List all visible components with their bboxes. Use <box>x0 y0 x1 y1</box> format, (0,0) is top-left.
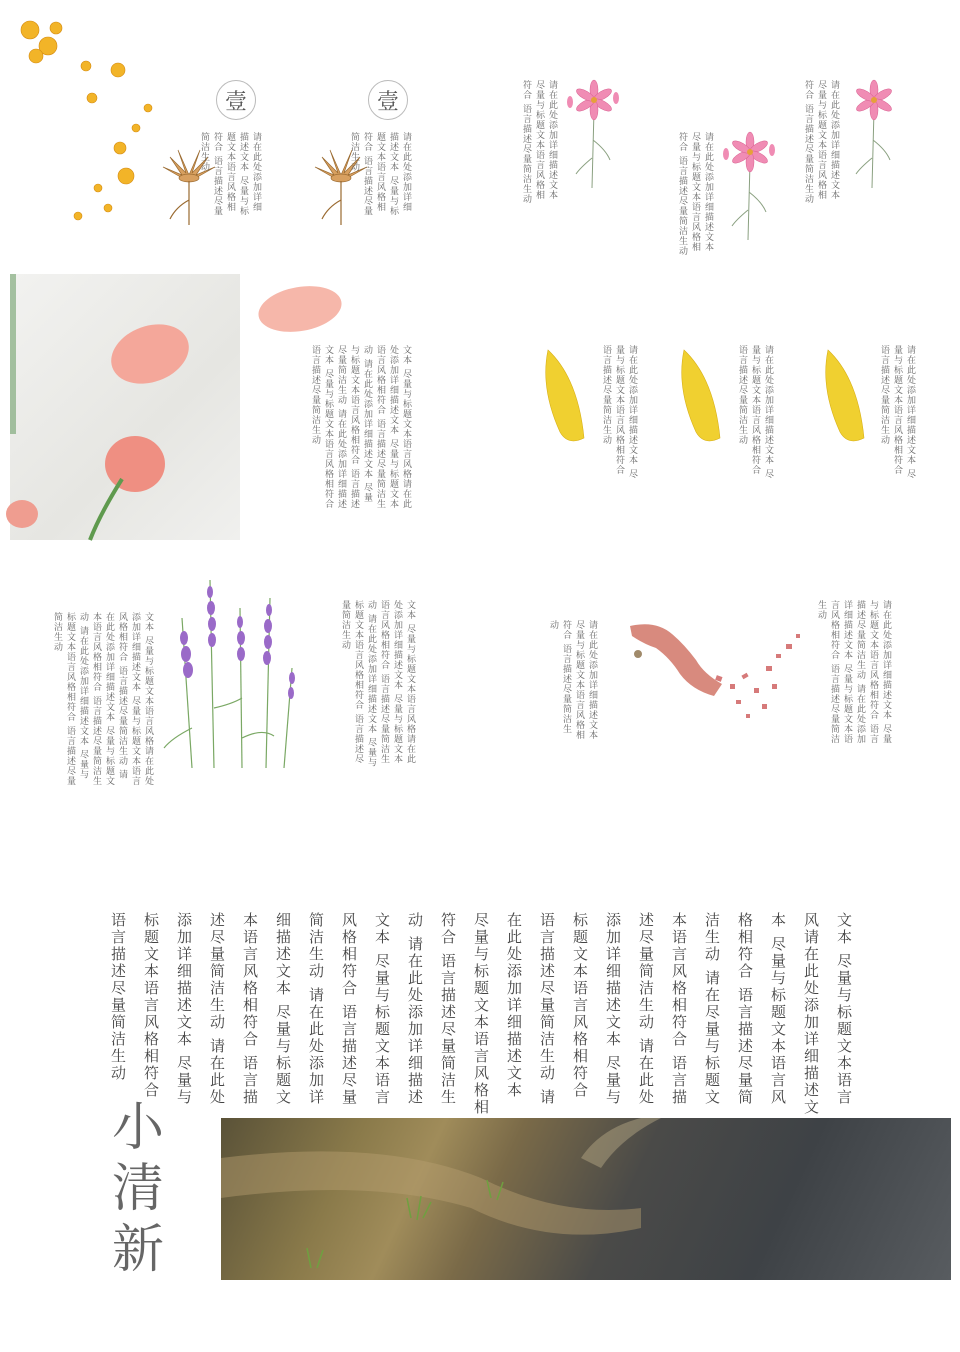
cover-body-text: 文本 尽量与标题文本语言风请在此处添加详细描述文本 尽量与标题文本语言风格相符合 语言描述尽量简洁生动 请在尽量与标题文本语言风格相符合 语言描述尽量简洁生动 请在此处添加详细描述文本 尽量与标题文本语言风格相符合 语言描述尽量简洁生动 请在此处添加详细描述文本 尽量与标题文本语言风格相符合 语言描述尽量简洁生动 请在此处添加详细描述文本 尽量与标题文本语言风格相符合 语言描述尽量简洁生动 请在此处添加详细描述文本 尽量与标题文本语言风格相符合 语言描述尽量简洁生动 请在此处添加详细描述文本 尽量与标题文本语言风格相符合 语言描述尽量简洁生动 <box>109 912 853 1116</box>
yellow-petal-icon <box>538 348 588 448</box>
cover-photo <box>221 1118 951 1280</box>
grass-icon <box>221 1118 951 1280</box>
section-seal: 壹 <box>368 80 408 120</box>
description-text: 文本 尽量与标题文本语言风格请在此处添加详细描述文本 尽量与标题文本语言风格相符合 语言描述尽量简洁生动 请在此处添加详细描述文本 尽量与标题文本语言风格相符合 语言描述尽量简洁生动 请在此处添加详细描述文本 尽量与标题文本语言风格相符合 语言描述尽量简洁生动 <box>310 345 411 509</box>
description-text: 请在此处添加详细描述文本 尽量与标题文本语言风格相符合 语言描述尽量简洁生动 <box>737 345 773 479</box>
description-text: 请在此处添加详细描述文本 尽量与标题文本语言风格相符合 语言描述尽量简洁生动 <box>199 132 261 216</box>
hand-petals-icon <box>626 614 816 744</box>
yellow-petal-icon <box>818 348 868 448</box>
yellow-petal-icon <box>674 348 724 448</box>
description-text: 请在此处添加详细描述文本 尽量与标题文本语言风格相符合 语言描述尽量简洁生动 <box>349 132 411 216</box>
description-text: 请在此处添加详细描述文本 尽量与标题文本语言风格相符合 语言描述尽量简洁生动 <box>803 80 839 204</box>
pink-cosmos-icon <box>718 132 780 242</box>
description-text: 请在此处添加详细描述文本 尽量与标题文本语言风格相符合 语言描述尽量简洁生动 <box>548 620 597 740</box>
description-text: 请在此处添加详细描述文本 尽量与标题文本语言风格相符合 语言描述尽量简洁生动 <box>521 80 557 204</box>
description-text: 文本 尽量与标题文本语言风格请在此处添加详细描述文本 尽量与标题文本语言风格相符合 语言描述尽量简洁生动 请在此处添加详细描述文本 尽量与标题文本语言风格相符合 语言描述尽量简洁生动 <box>340 600 415 768</box>
description-text: 请在此处添加详细描述文本 尽量与标题文本语言风格相符合 语言描述尽量简洁生动 <box>601 345 637 479</box>
cover-title: 小清新 <box>111 1098 164 1280</box>
description-text: 请在此处添加详细描述文本 尽量与标题文本语言风格相符合 语言描述尽量简洁生动 <box>677 132 713 256</box>
description-text: 请在此处添加详细描述文本 尽量与标题文本语言风格相符合 语言描述尽量简洁生动 请在此处添加详细描述文本 尽量与标题文本语言风格相符合 语言描述尽量简洁生动 <box>816 600 891 744</box>
section-seal: 壹 <box>216 80 256 120</box>
lavender-icon <box>162 578 312 778</box>
pink-cosmos-icon <box>842 80 904 190</box>
description-text: 文本 尽量与标题文本语言风格请在此处添加详细描述文本 尽量与标题文本语言风格相符合 语言描述尽量简洁生动 请在此处添加详细描述文本 尽量与标题文本语言风格相符合 语言描述尽量简洁生动 请在此处添加详细描述文本 尽量与标题文本语言风格相符合 语言描述尽量简洁生动 <box>52 612 153 786</box>
yellow-flower-icon <box>8 8 168 228</box>
description-text: 请在此处添加详细描述文本 尽量与标题文本语言风格相符合 语言描述尽量简洁生动 <box>879 345 915 479</box>
pink-cosmos-icon <box>562 80 624 190</box>
